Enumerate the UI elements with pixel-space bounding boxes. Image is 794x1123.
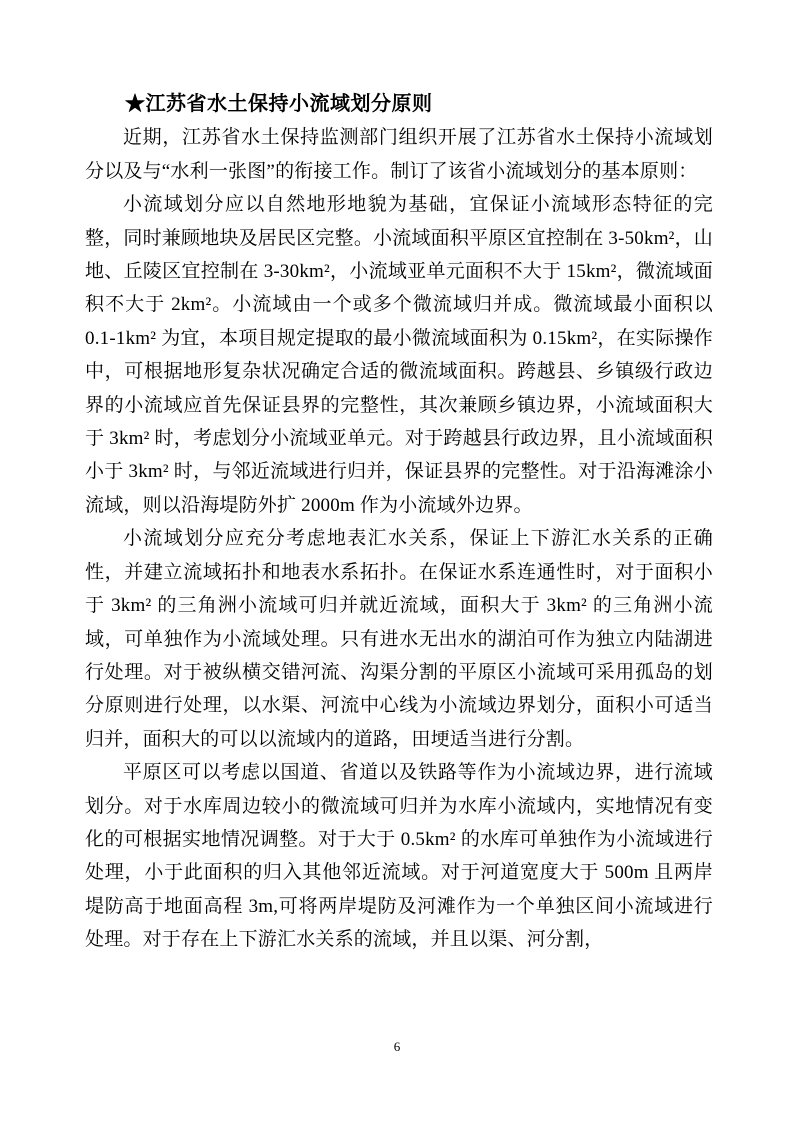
body-paragraph: 近期，江苏省水土保持监测部门组织开展了江苏省水土保持小流域划分以及与“水利一张图”的衔接工作。制订了该省小流域划分的基本原则： <box>85 127 713 182</box>
page-number: 6 <box>393 1039 401 1054</box>
body-paragraph: 平原区可以考虑以国道、省道以及铁路等作为小流域边界，进行流域划分。对于水库周边较小的微流域可归并为水库小流域内，实地情况有变化的可根据实地情况调整。对于大于 0.5km² 的水库可单独作为小流域进行处理，小于此面积的归入其他邻近流域。对于河道宽度大于 500m 且两岸堤防高于地面高程 3m,可将两岸堤防及河滩作为一个单独区间小流域进行处理。对于存在上下游汇水关系的流域，并且以渠、河分割， <box>85 762 713 951</box>
section-heading: ★江苏省水土保持小流域划分原则 <box>125 93 433 115</box>
page-footer <box>0 1038 794 1056</box>
body-paragraph: 小流域划分应以自然地形地貌为基础，宜保证小流域形态特征的完整，同时兼顾地块及居民区完整。小流域面积平原区宜控制在 3-50km²，山地、丘陵区宜控制在 3-30km²，小流域亚单元面积不大于 15km²，微流域面积不大于 2km²。小流域由一个或多个微流域归并成。微流域最小面积以 0.1-1km² 为宜，本项目规定提取的最小微流域面积为 0.15km²，在实际操作中，可根据地形复杂状况确定合适的微流域面积。跨越县、乡镇级行政边界的小流域应首先保证县界的完整性，其次兼顾乡镇边界，小流域面积大于 3km² 时，考虑划分小流域亚单元。对于跨越县行政边界，且小流域面积小于 3km² 时，与邻近流域进行归并，保证县界的完整性。对于沿海滩涂小流域，则以沿海堤防外扩 2000m 作为小流域外边界。 <box>85 194 713 516</box>
document-body <box>85 88 713 957</box>
body-paragraph: 小流域划分应充分考虑地表汇水关系，保证上下游汇水关系的正确性，并建立流域拓扑和地表水系拓扑。在保证水系连通性时，对于面积小于 3km² 的三角洲小流域可归并就近流域，面积大于 3km² 的三角洲小流域，可单独作为小流域处理。只有进水无出水的湖泊可作为独立内陆湖进行处理。对于被纵横交错河流、沟渠分割的平原区小流域可采用孤岛的划分原则进行处理，以水渠、河流中心线为小流域边界划分，面积小可适当归并，面积大的可以以流域内的道路，田埂适当进行分割。 <box>85 528 713 750</box>
